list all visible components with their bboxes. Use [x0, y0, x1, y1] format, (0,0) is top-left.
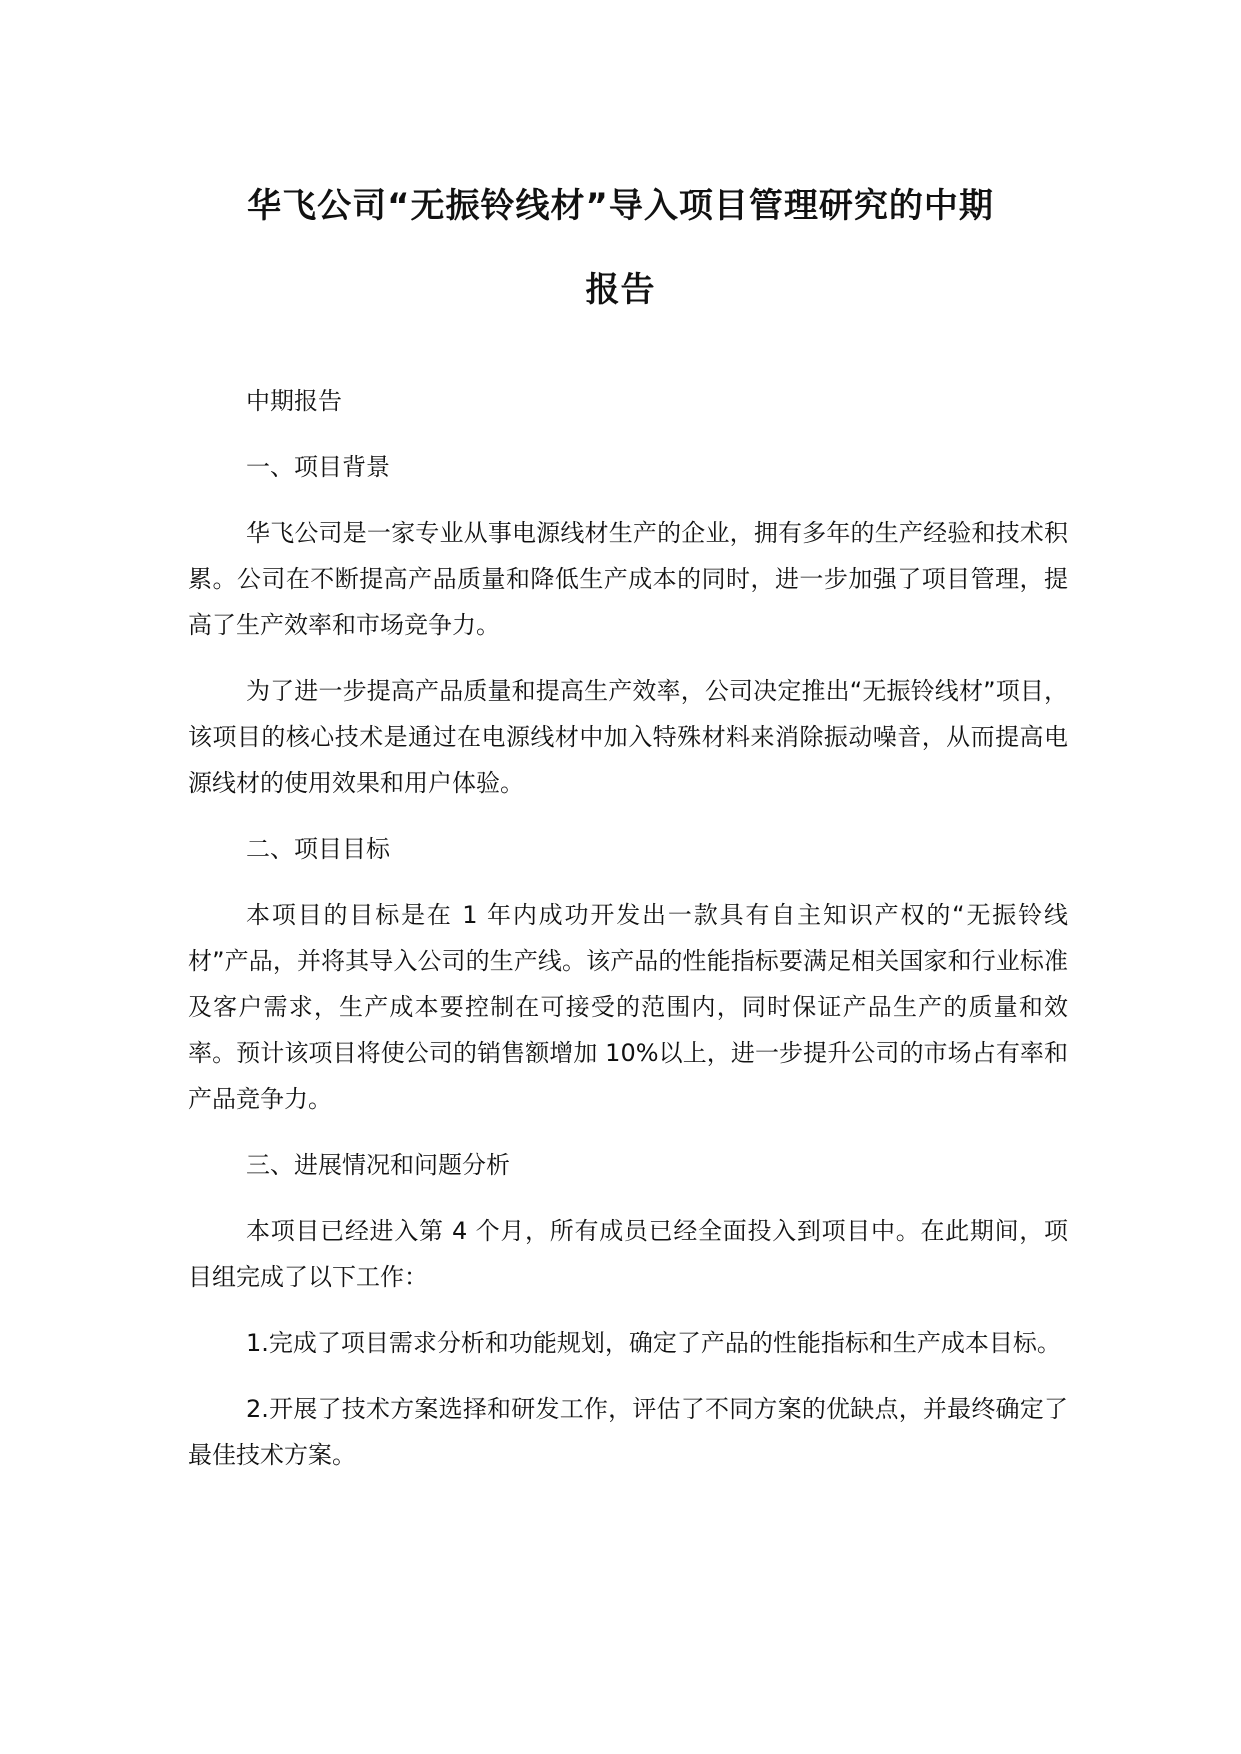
section-label-midterm-report: 中期报告: [246, 387, 342, 415]
section-heading-background: 一、项目背景: [246, 453, 390, 481]
list-item-progress-2: 2.开展了技术方案选择和研发工作，评估了不同方案的优缺点，并最终确定了最佳技术方案。: [188, 1395, 1068, 1469]
section-heading-progress: 三、进展情况和问题分析: [246, 1151, 510, 1179]
document-title-line-1: 华飞公司“无振铃线材”导入项目管理研究的中期: [247, 186, 994, 226]
paragraph-progress-intro: 本项目已经进入第 4 个月，所有成员已经全面投入到项目中。在此期间，项目组完成了以下工作：: [188, 1217, 1068, 1291]
document-body: [188, 378, 1068, 1478]
list-item-progress-1: 1.完成了项目需求分析和功能规划，确定了产品的性能指标和生产成本目标。: [246, 1329, 1061, 1357]
section-heading-goals: 二、项目目标: [246, 835, 390, 863]
paragraph-goals: 本项目的目标是在 1 年内成功开发出一款具有自主知识产权的“无振铃线材”产品，并将其导入公司的生产线。该产品的性能指标要满足相关国家和行业标准及客户需求，生产成本要控制在可接受的范围内，同时保证产品生产的质量和效率。预计该项目将使公司的销售额增加 10%以上，进一步提升公司的市场占有率和产品竞争力。: [188, 901, 1068, 1113]
paragraph-background-2: 为了进一步提高产品质量和提高生产效率，公司决定推出“无振铃线材”项目，该项目的核心技术是通过在电源线材中加入特殊材料来消除振动噪音，从而提高电源线材的使用效果和用户体验。: [188, 677, 1068, 797]
document-title-line-2: 报告: [585, 270, 656, 310]
paragraph-background-1: 华飞公司是一家专业从事电源线材生产的企业，拥有多年的生产经验和技术积累。公司在不断提高产品质量和降低生产成本的同时，进一步加强了项目管理，提高了生产效率和市场竞争力。: [188, 519, 1068, 639]
